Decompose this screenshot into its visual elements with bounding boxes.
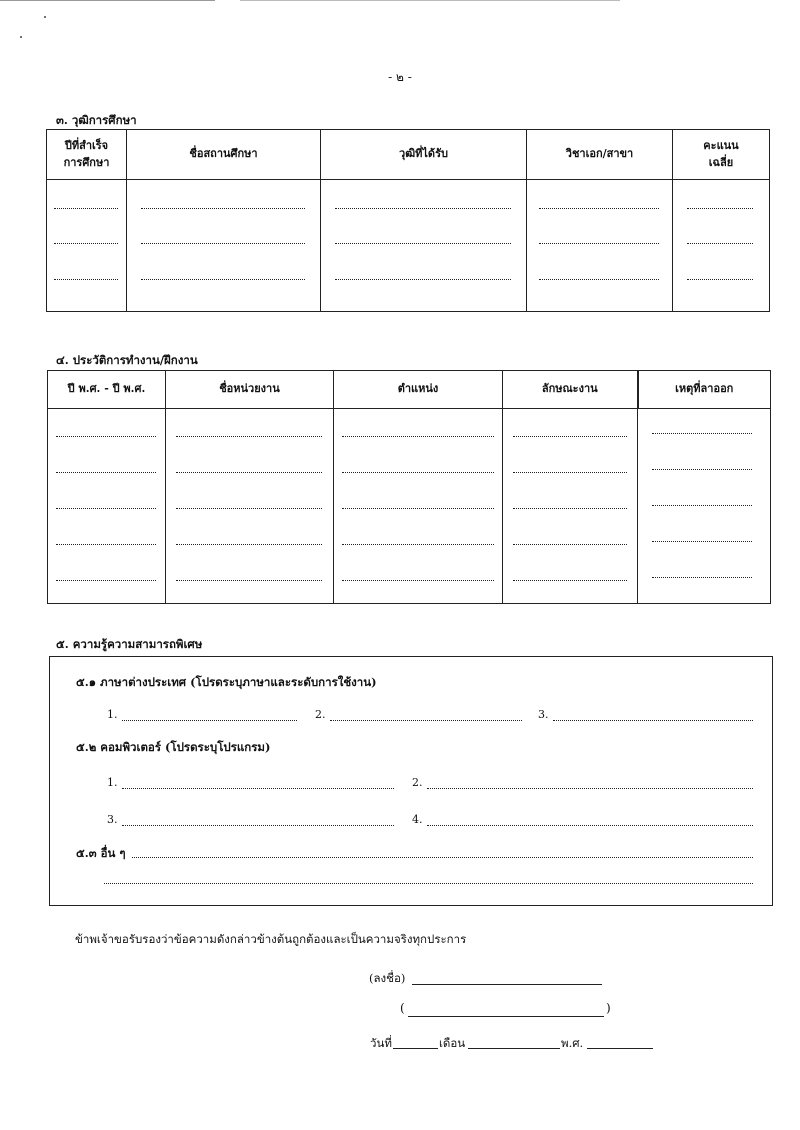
fill-line xyxy=(335,243,511,244)
fill-line xyxy=(539,208,659,209)
fill-line xyxy=(56,508,156,509)
language-item-number: 2. xyxy=(315,708,326,721)
date-day-label: วันที่ xyxy=(370,1036,392,1050)
fill-line xyxy=(652,433,752,434)
scan-speck xyxy=(44,16,46,18)
fill-line xyxy=(56,544,156,545)
education-header-degree: วุฒิที่ได้รับ xyxy=(321,130,527,180)
computer-item-number: 3. xyxy=(107,813,118,826)
fill-line xyxy=(687,279,753,280)
fill-line xyxy=(513,472,627,473)
education-gpa-cell[interactable] xyxy=(673,180,770,312)
work-header-organization: ชื่อหน่วยงาน xyxy=(166,371,334,409)
fill-line xyxy=(335,279,511,280)
skills-section-title: ๕. ความรู้ความสามารถพิเศษ xyxy=(56,637,203,651)
work-position-cell[interactable] xyxy=(334,409,503,604)
education-header-gpa xyxy=(673,130,770,180)
date-day-line[interactable] xyxy=(393,1048,438,1049)
date-year-line[interactable] xyxy=(587,1048,653,1049)
work-job-description-cell[interactable] xyxy=(503,409,638,604)
certification-statement: ข้าพเจ้าขอรับรองว่าข้อความดังกล่าวข้างต้นถูกต้องและเป็นความจริงทุกประการ xyxy=(75,932,467,946)
fill-line xyxy=(652,541,752,542)
computer-3-field[interactable] xyxy=(122,825,394,826)
languages-label: ๕.๑ ภาษาต่างประเทศ (โปรดระบุภาษาและระดับการใช้งาน) xyxy=(76,675,377,689)
work-years-cell[interactable] xyxy=(48,409,166,604)
fill-line xyxy=(176,544,322,545)
language-3-field[interactable] xyxy=(553,720,753,721)
sign-label: (ลงชื่อ) xyxy=(369,971,406,985)
education-body-row xyxy=(47,180,770,312)
fill-line xyxy=(342,436,494,437)
scan-edge-line xyxy=(240,0,620,1)
fill-line xyxy=(652,577,752,578)
fill-line xyxy=(342,580,494,581)
paren-open: ( xyxy=(400,1001,405,1015)
header-line: ปีที่สำเร็จ xyxy=(64,139,109,152)
work-organization-cell[interactable] xyxy=(166,409,334,604)
fill-line xyxy=(687,208,753,209)
fill-line xyxy=(652,505,752,506)
fill-line xyxy=(176,472,322,473)
fill-line xyxy=(176,508,322,509)
fill-line xyxy=(56,580,156,581)
header-line: การศึกษา xyxy=(63,155,110,169)
fill-line xyxy=(56,436,156,437)
education-header-year xyxy=(47,130,127,180)
education-header-school: ชื่อสถานศึกษา xyxy=(127,130,321,180)
fill-line xyxy=(342,472,494,473)
fill-line xyxy=(342,508,494,509)
education-header-major: วิชาเอก/สาขา xyxy=(527,130,673,180)
other-field-2[interactable] xyxy=(104,883,753,884)
scan-edge-line xyxy=(0,0,215,1)
work-header-position: ตำแหน่ง xyxy=(334,371,503,409)
fill-line xyxy=(56,472,156,473)
fill-line xyxy=(539,243,659,244)
page-number: - ๒ - xyxy=(388,70,412,84)
computer-item-number: 4. xyxy=(412,813,423,826)
printed-name-line[interactable] xyxy=(408,1016,604,1017)
work-header-row xyxy=(48,371,771,409)
fill-line xyxy=(54,243,118,244)
fill-line xyxy=(141,243,305,244)
education-table xyxy=(46,129,770,312)
computer-label: ๕.๒ คอมพิวเตอร์ (โปรดระบุโปรแกรม) xyxy=(76,740,271,754)
paren-close: ) xyxy=(606,1001,611,1015)
work-table xyxy=(47,370,771,604)
work-body-row xyxy=(48,409,771,604)
work-header-reason-leaving: เหตุที่ลาออก xyxy=(638,371,771,409)
education-year-cell[interactable] xyxy=(47,180,127,312)
fill-line xyxy=(54,208,118,209)
language-item-number: 3. xyxy=(538,708,549,721)
fill-line xyxy=(513,580,627,581)
header-line: คะแนน xyxy=(703,139,739,152)
fill-line xyxy=(335,208,511,209)
fill-line xyxy=(513,508,627,509)
language-item-number: 1. xyxy=(107,708,118,721)
date-year-label: พ.ศ. xyxy=(561,1036,584,1050)
computer-2-field[interactable] xyxy=(427,788,753,789)
work-reason-leaving-cell[interactable] xyxy=(638,409,771,604)
skills-box xyxy=(49,656,773,906)
work-section-title: ๔. ประวัติการทำงาน/ฝึกงาน xyxy=(56,353,198,367)
computer-item-number: 1. xyxy=(107,776,118,789)
scan-speck xyxy=(20,36,22,38)
education-major-cell[interactable] xyxy=(527,180,673,312)
fill-line xyxy=(652,469,752,470)
fill-line xyxy=(176,580,322,581)
signature-line[interactable] xyxy=(412,984,602,985)
language-2-field[interactable] xyxy=(330,720,522,721)
work-header-years: ปี พ.ศ. - ปี พ.ศ. xyxy=(48,371,166,409)
education-school-cell[interactable] xyxy=(127,180,321,312)
fill-line xyxy=(141,279,305,280)
fill-line xyxy=(513,436,627,437)
fill-line xyxy=(513,544,627,545)
education-header-row xyxy=(47,130,770,180)
date-month-label: เดือน xyxy=(439,1036,466,1050)
education-section-title: ๓. วุฒิการศึกษา xyxy=(56,113,137,127)
header-line: เฉลี่ย xyxy=(708,155,734,169)
work-header-job-description: ลักษณะงาน xyxy=(503,371,638,409)
fill-line xyxy=(54,279,118,280)
computer-item-number: 2. xyxy=(412,776,423,789)
other-field-1[interactable] xyxy=(132,857,753,858)
fill-line xyxy=(141,208,305,209)
fill-line xyxy=(176,436,322,437)
computer-4-field[interactable] xyxy=(427,825,753,826)
education-degree-cell[interactable] xyxy=(321,180,527,312)
date-month-line[interactable] xyxy=(468,1048,560,1049)
language-1-field[interactable] xyxy=(122,720,297,721)
fill-line xyxy=(342,544,494,545)
other-label: ๕.๓ อื่น ๆ xyxy=(76,846,126,860)
computer-1-field[interactable] xyxy=(122,788,394,789)
fill-line xyxy=(687,243,753,244)
fill-line xyxy=(539,279,659,280)
